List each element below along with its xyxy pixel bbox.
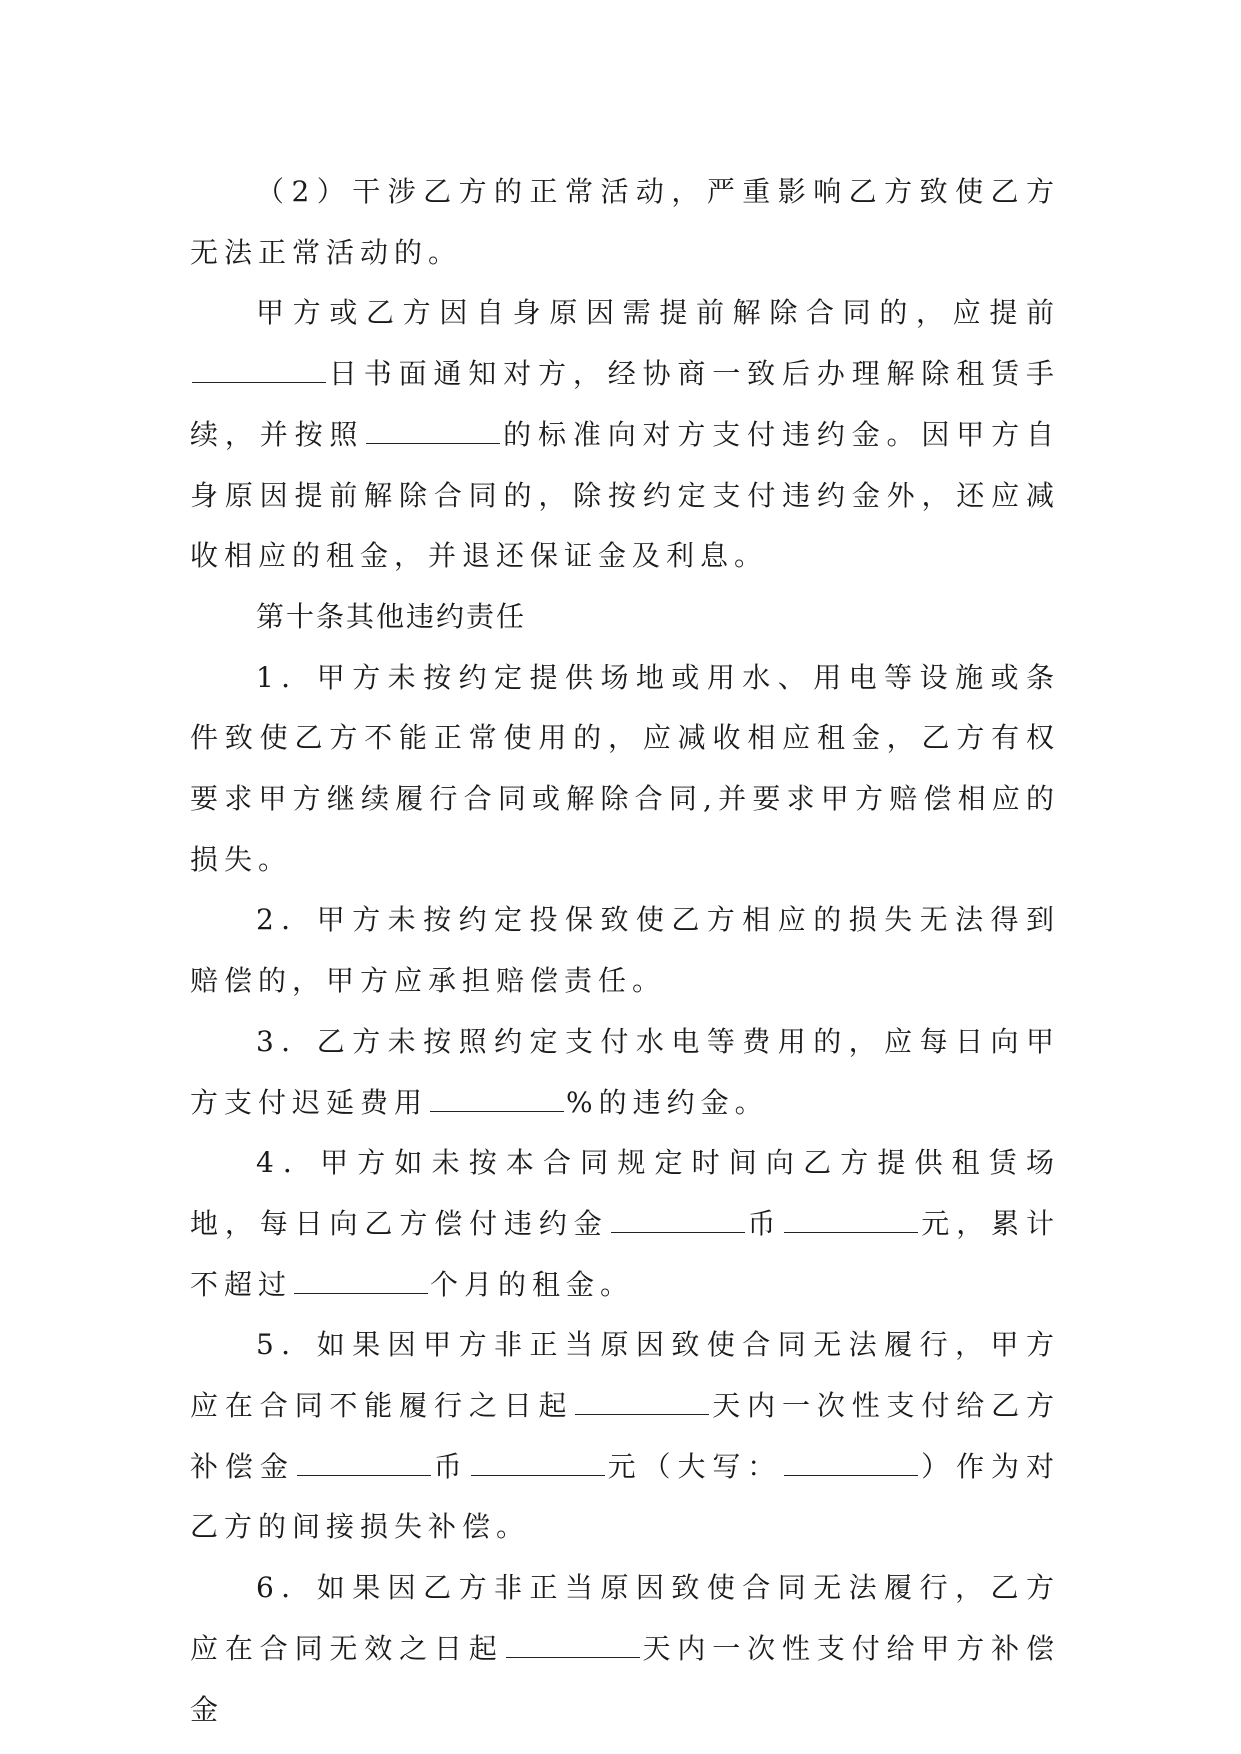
blank-field-days <box>506 1633 640 1658</box>
paragraph-text: 天内一次性支付给乙方补偿金 <box>190 1389 1060 1483</box>
paragraph-text: 4．甲方如未按本合同规定时间向乙方提供租赁场地，每日向乙方偿付违约金 <box>190 1146 1060 1240</box>
paragraph-early-termination <box>190 283 1060 587</box>
blank-field-currency <box>611 1208 745 1233</box>
paragraph-text: 2．甲方未按约定投保致使乙方相应的损失无法得到赔偿的，甲方应承担赔偿责任。 <box>190 903 1060 998</box>
blank-field-days <box>575 1390 709 1415</box>
paragraph-clause-4 <box>190 1133 1060 1315</box>
blank-field-notice-days <box>192 358 326 383</box>
paragraph-clause-6 <box>190 1558 1060 1740</box>
paragraph-interference <box>190 162 1060 283</box>
paragraph-clause-2 <box>190 890 1060 1011</box>
paragraph-text: 币 <box>432 1449 469 1483</box>
paragraph-text: 3．乙方未按照约定支付水电等费用的，应每日向甲方支付迟延费用 <box>190 1024 1060 1119</box>
paragraph-text: （2）干涉乙方的正常活动，严重影响乙方致使乙方无法正常活动的。 <box>190 175 1060 269</box>
document-body <box>190 162 1060 1740</box>
paragraph-clause-5 <box>190 1315 1060 1558</box>
paragraph-text: 6．如果因乙方非正当原因致使合同无法履行，乙方应在合同无效之日起 <box>190 1571 1060 1665</box>
paragraph-text: 元，累计不超过 <box>190 1206 1060 1301</box>
paragraph-text: %的违约金。 <box>566 1085 769 1119</box>
paragraph-text: 5．如果因甲方非正当原因致使合同无法履行，甲方应在合同不能履行之日起 <box>190 1328 1060 1423</box>
blank-field-amount <box>784 1208 918 1233</box>
paragraph-text: 元（大写： <box>606 1449 783 1483</box>
heading-text: 第十条其他违约责任 <box>256 599 527 633</box>
blank-field-penalty-standard <box>366 419 500 444</box>
paragraph-clause-3 <box>190 1012 1060 1133</box>
blank-field-late-fee-percent <box>430 1087 564 1112</box>
paragraph-clause-1 <box>190 648 1060 891</box>
blank-field-months <box>294 1269 428 1294</box>
paragraph-text: 的标准向对方支付违约金。因甲方自身原因提前解除合同的，除按约定支付违约金外，还应减收相应的租金，并退还保证金及利息。 <box>190 417 1060 573</box>
paragraph-text: 个月的租金。 <box>430 1267 635 1301</box>
paragraph-text: 币 <box>746 1206 783 1240</box>
blank-field-amount-capital <box>784 1451 918 1476</box>
paragraph-text: 甲方或乙方因自身原因需提前解除合同的，应提前 <box>256 296 1060 330</box>
paragraph-text: 日书面通知对方，经协商一致后办理解除租赁手续，并按照 <box>190 357 1060 451</box>
paragraph-text: 1．甲方未按约定提供场地或用水、用电等设施或条件致使乙方不能正常使用的，应减收相应租金，乙方有权要求甲方继续履行合同或解除合同,并要求甲方赔偿相应的损失。 <box>190 660 1060 876</box>
paragraph-text: ）作为对乙方的间接损失补偿。 <box>190 1449 1060 1544</box>
paragraph-text: 天内一次性支付给甲方补偿金 <box>190 1631 1060 1726</box>
blank-field-currency <box>297 1451 431 1476</box>
section-heading <box>190 587 1060 648</box>
blank-field-amount <box>471 1451 605 1476</box>
